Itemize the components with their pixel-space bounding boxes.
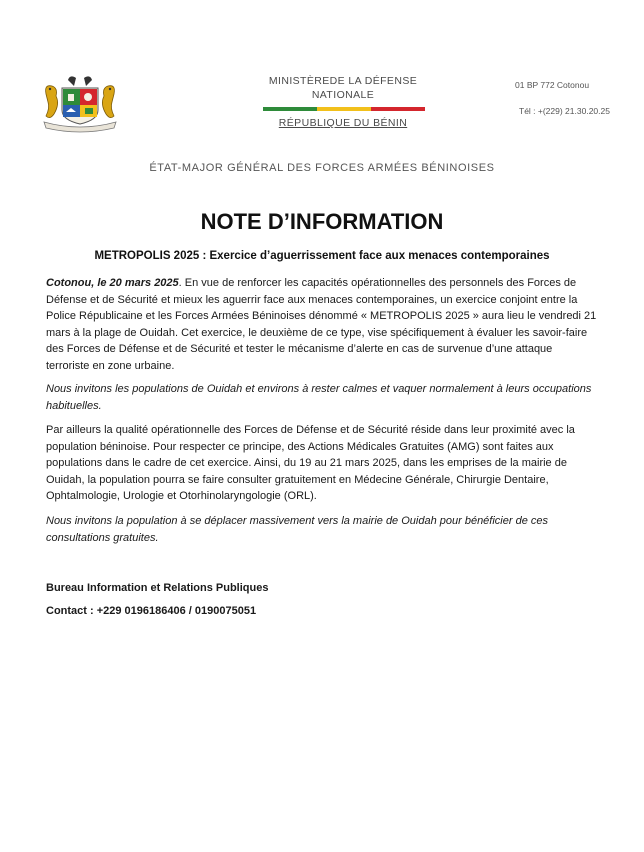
- flag-color-bar: [263, 107, 425, 111]
- flag-green-stripe: [263, 107, 317, 111]
- postal-address: 01 BP 772 Cotonou: [515, 80, 590, 90]
- coat-of-arms-icon: [40, 74, 120, 134]
- flag-red-stripe: [371, 107, 425, 111]
- paragraph-1: [46, 275, 598, 374]
- ministry-name: [258, 74, 428, 102]
- republic-name: RÉPUBLIQUE DU BÉNIN: [278, 117, 408, 129]
- paragraph-2: Nous invitons les populations de Ouidah et environs à rester calmes et vaquer normalement à leurs occupations habituelles.: [46, 383, 592, 412]
- paragraph-3: Par ailleurs la qualité opérationnelle des Forces de Défense et de Sécurité réside dans leur proximité avec la population béninoise. Pour respecter ce principe, des Actions Médicales Gratuites (AMG) sont faites aux populations dans le cadre de cet exercice. Ainsi, du 19 au 21 mars 2025, dans les emprises de la mairie de Ouidah, la population pourra se faire consulter gratuitement en Médecine Générale, Chirurgie Dentaire, Ophtalmologie, Urologie et Otorhinolaryngologie (ORL).: [46, 424, 575, 502]
- ministry-line-1: MINISTÈREDE LA DÉFENSE: [268, 75, 418, 87]
- ministry-line-2: NATIONALE: [311, 89, 375, 101]
- general-staff-heading: ÉTAT-MAJOR GÉNÉRAL DES FORCES ARMÉES BÉNINOISES: [149, 162, 495, 174]
- flag-yellow-stripe: [317, 107, 371, 111]
- signature-office: Bureau Information et Relations Publiques: [46, 582, 269, 594]
- phone-number: Tél : +(229) 21.30.20.25: [519, 106, 610, 116]
- paragraph-1-text: . En vue de renforcer les capacités opérationnelles des personnels des Forces de Défense et de Sécurité et mieux les aguerrir face aux menaces contemporaines, un exercice conjoint entre la Police Républicaine et les Forces Armées Béninoises dénommé « METROPOLIS 2025 » aura lieu le vendredi 21 mars à la plage de Ouidah. Cet exercice, le deuxième de ce type, vise spécifiquement à évaluer les savoir-faire des Forces de Défense et de Sécurité et tester le mécanisme d’alerte en cas de survenue d’une attaque terroriste en zone urbaine.: [46, 277, 597, 372]
- document-title: NOTE D’INFORMATION: [200, 209, 444, 234]
- document-subtitle: METROPOLIS 2025 : Exercice d’aguerrissement face aux menaces contemporaines: [94, 250, 550, 262]
- paragraph-4: Nous invitons la population à se déplacer massivement vers la mairie de Ouidah pour bénéficier de ces consultations gratuites.: [46, 515, 548, 544]
- contact-line: Contact : +229 0196186406 / 0190075051: [46, 605, 257, 617]
- dateline: Cotonou, le 20 mars 2025: [46, 277, 179, 289]
